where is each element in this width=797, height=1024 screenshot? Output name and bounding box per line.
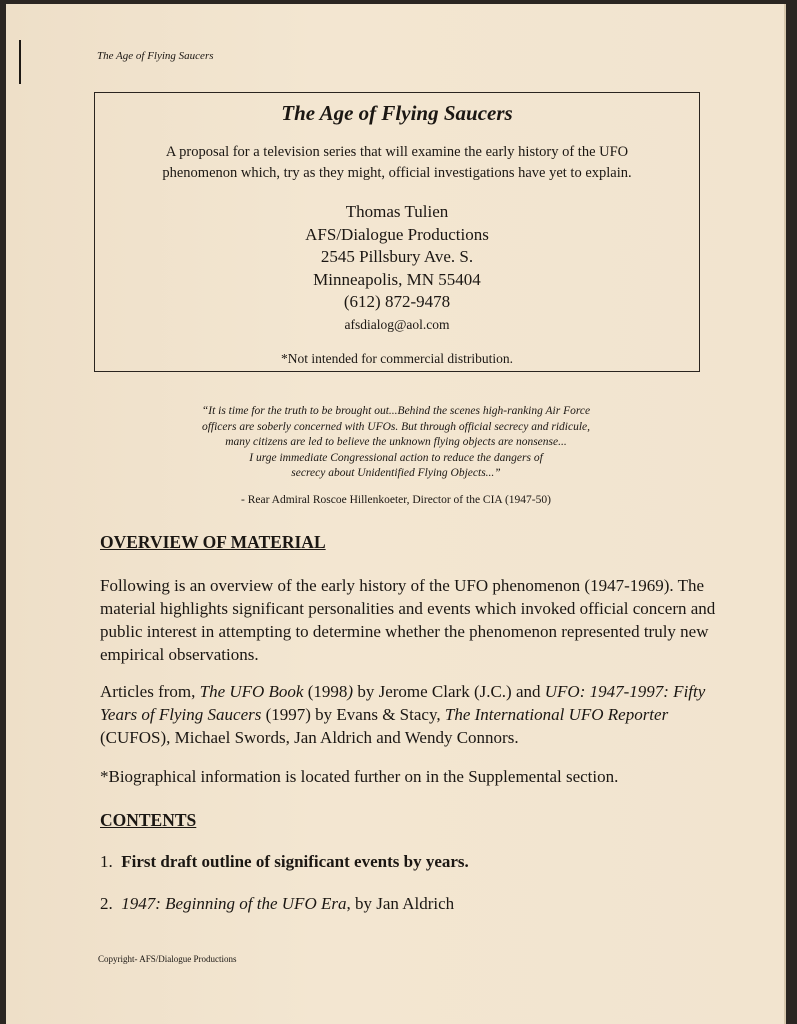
contents-heading: CONTENTS <box>100 810 197 830</box>
quote-line: many citizens are led to believe the unknown flying objects are nonsense... <box>225 436 567 448</box>
item-author: , by Jan Aldrich <box>346 894 455 913</box>
quote-line: secrecy about Unidentified Flying Objects...” <box>291 467 501 479</box>
contact-name: Thomas Tulien <box>345 202 449 221</box>
margin-mark <box>19 40 21 84</box>
contact-block <box>95 201 699 336</box>
document-title: The Age of Flying Saucers <box>281 101 513 125</box>
quote-block <box>166 404 626 482</box>
contact-city: Minneapolis, MN 55404 <box>313 269 481 289</box>
overview-heading: OVERVIEW OF MATERIAL <box>100 532 326 552</box>
quote-line: I urge immediate Congressional action to reduce the dangers of <box>249 451 543 464</box>
document-subtitle: A proposal for a television series that will examine the early history of the UFO phenomenon which, try as they might, official investigations have yet to explain. <box>162 144 632 181</box>
quote-line: “It is time for the truth to be brought out...Behind the scenes high-ranking Air Force <box>201 405 591 417</box>
overview-paragraph: Following is an overview of the early history of the UFO phenomenon (1947-1969). The material highlights significant personalities and events which invoked official concern and public interest in attempting to determine whether the phenomenon represented truly new empirical observations. <box>100 576 716 664</box>
sources-paragraph: Articles from, The UFO Book (1998) by Jerome Clark (J.C.) and UFO: 1947-1997: Fifty Years of Flying Saucers (1997) by Evans & Stacy, The International UFO Reporter (CUFOS), Michael Swords, Jan Aldrich and Wendy Connors. <box>100 682 706 747</box>
contact-street: 2545 Pillsbury Ave. S. <box>320 247 474 266</box>
contact-email: afsdialog@aol.com <box>344 316 450 332</box>
quote-attribution: - Rear Admiral Roscoe Hillenkoeter, Director of the CIA (1947-50) <box>241 494 551 506</box>
copyright-footer: Copyright- AFS/Dialogue Productions <box>98 954 237 964</box>
distribution-notice: *Not intended for commercial distribution. <box>280 351 514 366</box>
item-text: First draft outline of significant events by years. <box>121 852 469 871</box>
running-header: The Age of Flying Saucers <box>97 50 214 62</box>
contact-phone: (612) 872-9478 <box>343 292 451 311</box>
contents-item <box>100 894 454 914</box>
contact-company: AFS/Dialogue Productions <box>305 224 489 244</box>
item-title: 1947: Beginning of the UFO Era <box>121 894 347 913</box>
contents-item <box>100 852 469 872</box>
title-box <box>94 92 700 372</box>
document-page <box>6 4 784 1024</box>
quote-line: officers are soberly concerned with UFOs. But through official secrecy and ridicule, <box>201 420 591 433</box>
item-number: 1. <box>100 852 113 871</box>
item-number: 2. <box>100 894 113 913</box>
biographical-note: *Biographical information is located further on in the Supplemental section. <box>100 767 619 786</box>
